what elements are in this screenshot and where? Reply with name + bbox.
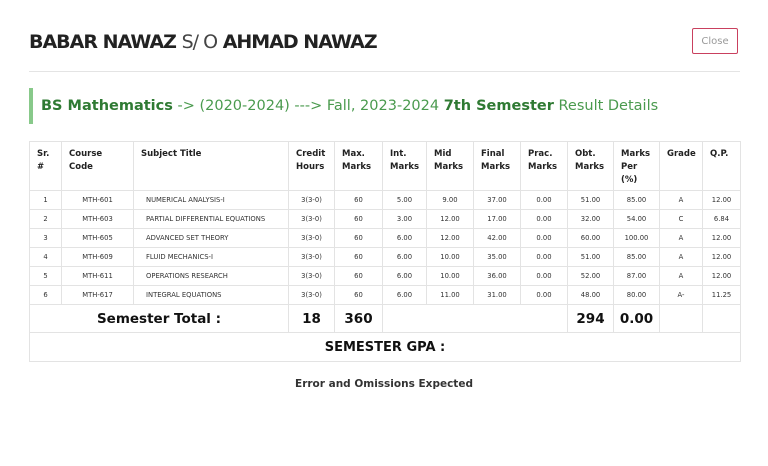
cell-prac-marks: 0.00: [521, 210, 568, 229]
cell-sr: 5: [30, 267, 62, 286]
col-marks-per: Marks Per (%): [614, 142, 660, 191]
results-table: [29, 141, 741, 362]
cell-subject-title: NUMERICAL ANALYSIS-I: [134, 191, 289, 210]
cell-sr: 2: [30, 210, 62, 229]
cell-course-code: MTH-605: [62, 229, 134, 248]
cell-grade: A: [660, 191, 703, 210]
cell-final-marks: 37.00: [474, 191, 521, 210]
cell-obt-marks: 48.00: [568, 286, 614, 305]
total-credit-hours: 18: [289, 305, 335, 333]
cell-credit-hours: 3(3-0): [289, 191, 335, 210]
footer-note: Error and Omissions Expected: [295, 378, 473, 390]
col-grade: Grade: [660, 142, 703, 191]
col-final-marks: Final Marks: [474, 142, 521, 191]
cell-int-marks: 6.00: [383, 248, 427, 267]
cell-credit-hours: 3(3-0): [289, 248, 335, 267]
cell-max-marks: 60: [335, 210, 383, 229]
cell-mid-marks: 12.00: [427, 210, 474, 229]
cell-max-marks: 60: [335, 248, 383, 267]
total-obt-marks: 294: [568, 305, 614, 333]
cell-subject-title: ADVANCED SET THEORY: [134, 229, 289, 248]
cell-final-marks: 31.00: [474, 286, 521, 305]
total-max-marks: 360: [335, 305, 383, 333]
cell-prac-marks: 0.00: [521, 191, 568, 210]
col-max-marks: Max. Marks: [335, 142, 383, 191]
cell-qp: 12.00: [703, 191, 741, 210]
cell-grade: A-: [660, 286, 703, 305]
cell-obt-marks: 51.00: [568, 248, 614, 267]
cell-marks-per: 87.00: [614, 267, 660, 286]
cell-final-marks: 36.00: [474, 267, 521, 286]
cell-sr: 6: [30, 286, 62, 305]
cell-marks-per: 80.00: [614, 286, 660, 305]
cell-prac-marks: 0.00: [521, 286, 568, 305]
close-button[interactable]: Close: [692, 28, 738, 54]
cell-marks-per: 85.00: [614, 191, 660, 210]
cell-qp: 12.00: [703, 248, 741, 267]
cell-int-marks: 6.00: [383, 286, 427, 305]
table-row: [30, 267, 741, 286]
program-session: -> (2020-2024) ---> Fall, 2023-2024: [177, 98, 440, 114]
cell-obt-marks: 51.00: [568, 191, 614, 210]
cell-qp: 6.84: [703, 210, 741, 229]
cell-course-code: MTH-601: [62, 191, 134, 210]
cell-final-marks: 17.00: [474, 210, 521, 229]
col-mid-marks: Mid Marks: [427, 142, 474, 191]
cell-mid-marks: 12.00: [427, 229, 474, 248]
cell-max-marks: 60: [335, 191, 383, 210]
semester-gpa-label: SEMESTER GPA :: [30, 333, 741, 362]
student-name: BABAR NAWAZ: [29, 31, 176, 53]
cell-qp: 11.25: [703, 286, 741, 305]
col-qp: Q.P.: [703, 142, 741, 191]
cell-sr: 3: [30, 229, 62, 248]
student-name-heading: [29, 31, 377, 53]
cell-qp: 12.00: [703, 229, 741, 248]
cell-subject-title: INTEGRAL EQUATIONS: [134, 286, 289, 305]
modal-header: [0, 0, 768, 72]
semester-total-label: Semester Total :: [30, 305, 289, 333]
col-prac-marks: Prac. Marks: [521, 142, 568, 191]
cell-marks-per: 100.00: [614, 229, 660, 248]
table-row: [30, 286, 741, 305]
cell-prac-marks: 0.00: [521, 267, 568, 286]
cell-subject-title: FLUID MECHANICS-I: [134, 248, 289, 267]
cell-max-marks: 60: [335, 267, 383, 286]
cell-int-marks: 3.00: [383, 210, 427, 229]
col-course-code: Course Code: [62, 142, 134, 191]
table-header-row: [30, 142, 741, 191]
total-empty-cell: [383, 305, 568, 333]
cell-sr: 1: [30, 191, 62, 210]
cell-obt-marks: 60.00: [568, 229, 614, 248]
program-degree: BS Mathematics: [41, 98, 173, 114]
cell-obt-marks: 52.00: [568, 267, 614, 286]
father-name: AHMAD NAWAZ: [222, 31, 377, 53]
cell-int-marks: 5.00: [383, 191, 427, 210]
cell-prac-marks: 0.00: [521, 248, 568, 267]
header-divider: [29, 71, 740, 72]
table-row: [30, 229, 741, 248]
relation-label: S/ O: [181, 31, 218, 53]
col-int-marks: Int. Marks: [383, 142, 427, 191]
cell-subject-title: PARTIAL DIFFERENTIAL EQUATIONS: [134, 210, 289, 229]
cell-grade: A: [660, 229, 703, 248]
cell-obt-marks: 32.00: [568, 210, 614, 229]
cell-credit-hours: 3(3-0): [289, 286, 335, 305]
cell-credit-hours: 3(3-0): [289, 229, 335, 248]
table-row: [30, 248, 741, 267]
cell-marks-per: 85.00: [614, 248, 660, 267]
table-row: [30, 210, 741, 229]
cell-max-marks: 60: [335, 286, 383, 305]
cell-mid-marks: 10.00: [427, 248, 474, 267]
program-semester: 7th Semester: [443, 98, 554, 114]
semester-total-row: [30, 305, 741, 333]
cell-qp: 12.00: [703, 267, 741, 286]
cell-mid-marks: 9.00: [427, 191, 474, 210]
cell-grade: C: [660, 210, 703, 229]
col-sr: Sr. #: [30, 142, 62, 191]
semester-gpa-row: [30, 333, 741, 362]
cell-prac-marks: 0.00: [521, 229, 568, 248]
cell-int-marks: 6.00: [383, 267, 427, 286]
cell-marks-per: 54.00: [614, 210, 660, 229]
cell-credit-hours: 3(3-0): [289, 210, 335, 229]
total-qp-cell: [703, 305, 741, 333]
cell-course-code: MTH-617: [62, 286, 134, 305]
total-grade-cell: [660, 305, 703, 333]
col-credit-hours: Credit Hours: [289, 142, 335, 191]
program-suffix: Result Details: [558, 98, 659, 114]
table-row: [30, 191, 741, 210]
cell-mid-marks: 11.00: [427, 286, 474, 305]
cell-final-marks: 42.00: [474, 229, 521, 248]
cell-mid-marks: 10.00: [427, 267, 474, 286]
col-subject-title: Subject Title: [134, 142, 289, 191]
cell-credit-hours: 3(3-0): [289, 267, 335, 286]
program-heading: [29, 88, 729, 124]
cell-subject-title: OPERATIONS RESEARCH: [134, 267, 289, 286]
col-obt-marks: Obt. Marks: [568, 142, 614, 191]
cell-course-code: MTH-611: [62, 267, 134, 286]
total-marks-per: 0.00: [614, 305, 660, 333]
cell-course-code: MTH-603: [62, 210, 134, 229]
cell-sr: 4: [30, 248, 62, 267]
cell-final-marks: 35.00: [474, 248, 521, 267]
cell-int-marks: 6.00: [383, 229, 427, 248]
cell-max-marks: 60: [335, 229, 383, 248]
cell-grade: A: [660, 267, 703, 286]
cell-grade: A: [660, 248, 703, 267]
cell-course-code: MTH-609: [62, 248, 134, 267]
